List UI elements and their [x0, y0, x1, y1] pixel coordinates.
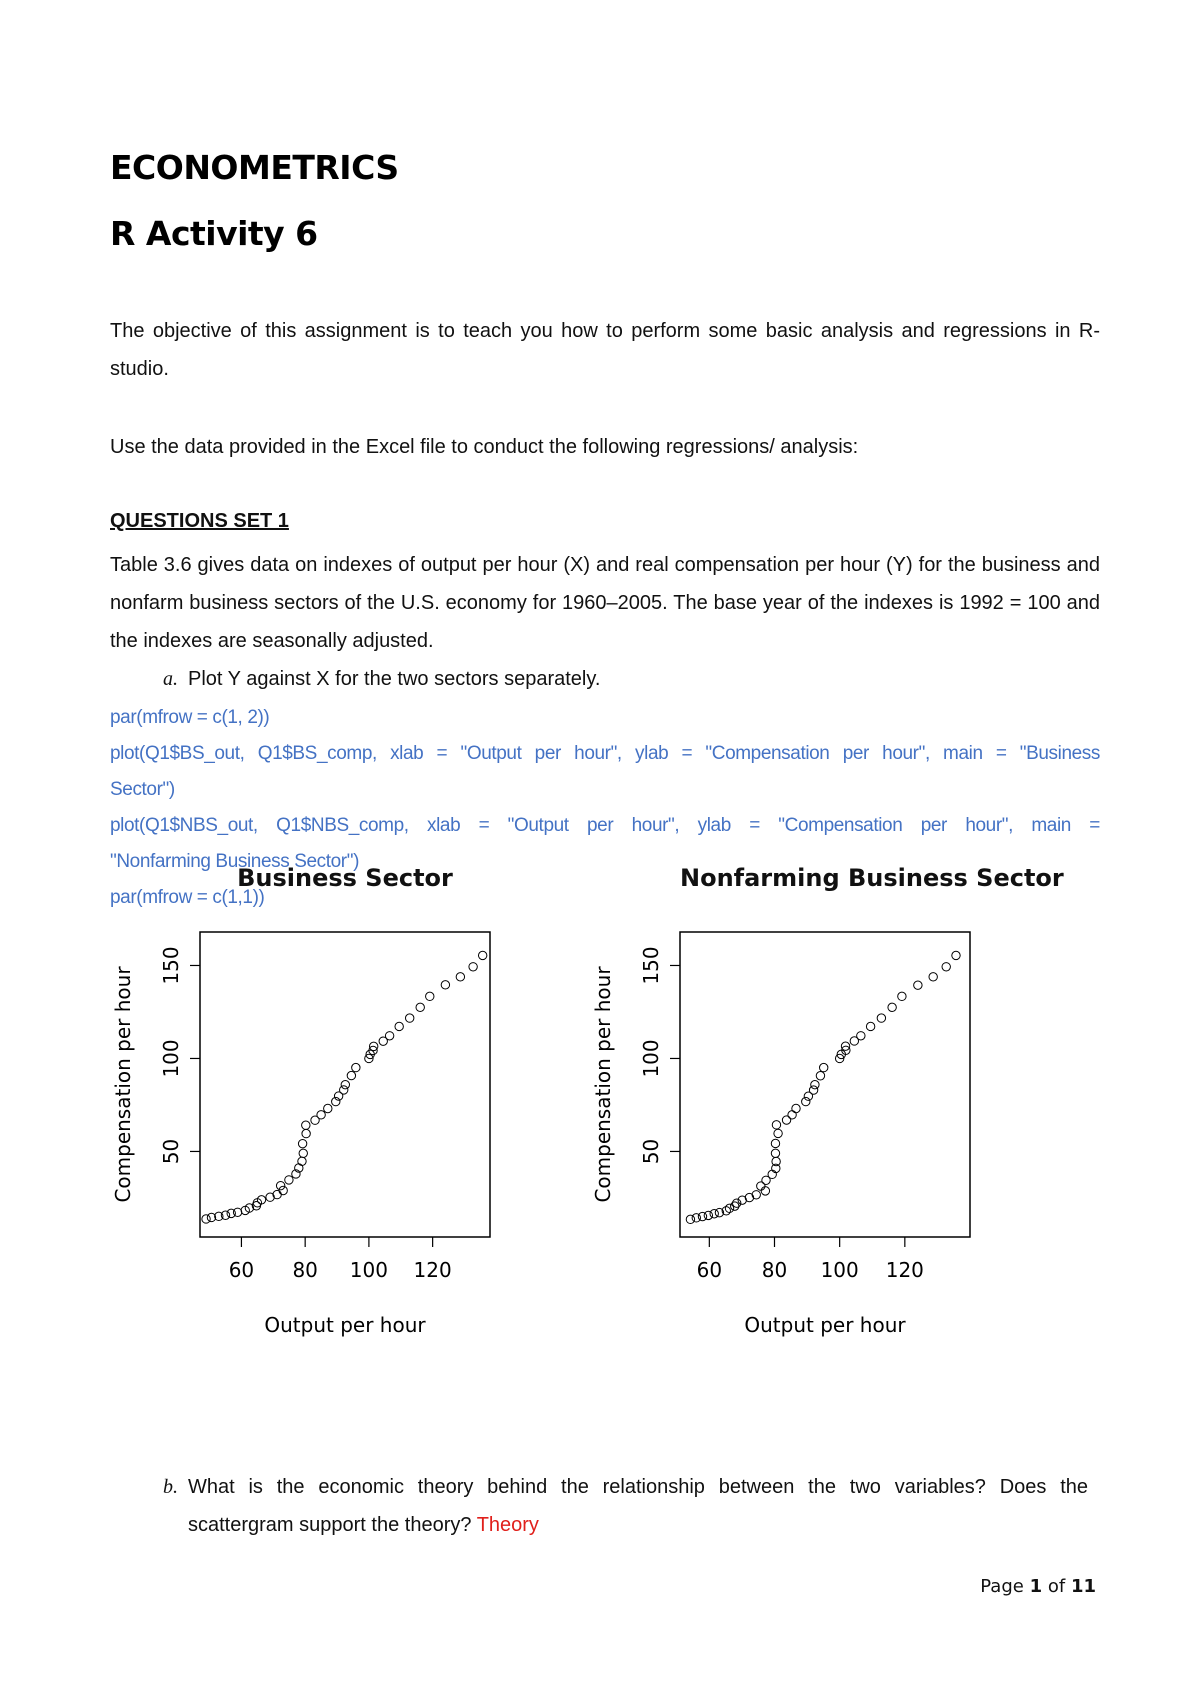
- data-point: [857, 1032, 865, 1040]
- business-sector-plot: [100, 930, 620, 1450]
- item-a: [110, 660, 1100, 698]
- data-point: [757, 1182, 765, 1190]
- item-b-text: [188, 1468, 1088, 1544]
- data-point: [298, 1157, 306, 1165]
- data-point: [819, 1063, 827, 1071]
- nonfarming-title: Nonfarming Business Sector: [680, 864, 1064, 892]
- data-point: [233, 1208, 241, 1216]
- code-line-6: par(mfrow = c(1,1)): [110, 887, 265, 908]
- data-point: [877, 1014, 885, 1022]
- code-line-2: plot(Q1$BS_out, Q1$BS_comp, xlab = "Output per hour", ylab = "Compensation per hour", main = "Business: [110, 743, 1100, 764]
- data-point: [317, 1111, 325, 1119]
- data-point: [771, 1149, 779, 1157]
- x-axis-label: Output per hour: [264, 1313, 426, 1337]
- document-title: ECONOMETRICS: [110, 148, 399, 187]
- data-point: [276, 1181, 284, 1189]
- data-point: [340, 1086, 348, 1094]
- data-point: [426, 992, 434, 1000]
- code-line-5: "Nonfarming Business Sector"): [110, 851, 359, 872]
- intro-paragraph: The objective of this assignment is to teach you how to perform some basic analysis and regressions in R-studio.: [110, 320, 1100, 380]
- y-tick-label: 150: [159, 946, 183, 985]
- item-b: [110, 1468, 1100, 1544]
- data-point: [698, 1212, 706, 1220]
- data-point: [686, 1215, 694, 1223]
- y-tick-label: 50: [639, 1138, 663, 1165]
- footer-page-word: Page: [980, 1576, 1024, 1597]
- data-point: [299, 1149, 307, 1157]
- question-intro: Table 3.6 gives data on indexes of output per hour (X) and real compensation per hour (Y) for the business and nonfarm business sectors of the U.S. economy for 1960–2005. The base year of the indexes is 1992 = 100 and the indexes are seasonally adjusted.: [110, 554, 1100, 652]
- code-line-4: plot(Q1$NBS_out, Q1$NBS_comp, xlab = "Output per hour", ylab = "Compensation per hour", main =: [110, 815, 1100, 836]
- data-point: [952, 951, 960, 959]
- page-footer: [980, 1576, 1096, 1597]
- business-sector-title: Business Sector: [237, 864, 453, 892]
- data-point: [802, 1097, 810, 1105]
- data-point: [395, 1022, 403, 1030]
- item-b-question: What is the economic theory behind the relationship between the two variables? Does the scattergram support the theory?: [188, 1476, 1088, 1536]
- data-point: [273, 1190, 281, 1198]
- y-axis-label: Compensation per hour: [111, 966, 135, 1203]
- instruction-paragraph: Use the data provided in the Excel file to conduct the following regressions/ analysis:: [110, 436, 859, 458]
- data-point: [285, 1176, 293, 1184]
- data-point: [704, 1211, 712, 1219]
- y-tick-label: 100: [639, 1039, 663, 1078]
- item-a-marker: a.: [163, 668, 178, 690]
- item-a-text: Plot Y against X for the two sectors separately.: [188, 668, 601, 690]
- data-point: [761, 1187, 769, 1195]
- data-point: [866, 1022, 874, 1030]
- x-tick-label: 60: [696, 1258, 723, 1282]
- code-line-3: Sector"): [110, 779, 175, 800]
- data-point: [888, 1003, 896, 1011]
- data-point: [347, 1071, 355, 1079]
- data-point: [441, 981, 449, 989]
- footer-page-total: 11: [1070, 1576, 1096, 1597]
- data-point: [478, 951, 486, 959]
- item-b-answer: Theory: [476, 1514, 539, 1536]
- x-tick-label: 120: [885, 1258, 924, 1282]
- data-point: [279, 1186, 287, 1194]
- data-point: [416, 1003, 424, 1011]
- data-point: [816, 1072, 824, 1080]
- x-tick-label: 100: [349, 1258, 388, 1282]
- data-point: [898, 992, 906, 1000]
- item-b-marker: b.: [163, 1476, 178, 1498]
- data-point: [809, 1086, 817, 1094]
- y-tick-label: 150: [639, 946, 663, 985]
- data-point: [752, 1191, 760, 1199]
- data-point: [385, 1032, 393, 1040]
- data-point: [731, 1202, 739, 1210]
- plot-group: [591, 932, 970, 1337]
- data-point: [302, 1121, 310, 1129]
- data-point: [405, 1014, 413, 1022]
- document-subtitle: R Activity 6: [110, 214, 318, 253]
- y-tick-label: 50: [159, 1138, 183, 1165]
- data-point: [456, 973, 464, 981]
- nonfarming-business-sector-plot: [580, 930, 1100, 1450]
- data-point: [942, 963, 950, 971]
- data-point: [788, 1111, 796, 1119]
- y-axis-label: Compensation per hour: [591, 966, 615, 1203]
- plot-group: [111, 932, 490, 1337]
- data-point: [302, 1129, 310, 1137]
- plot-frame: [200, 932, 490, 1237]
- data-point: [469, 963, 477, 971]
- data-point: [774, 1129, 782, 1137]
- x-tick-label: 80: [292, 1258, 318, 1282]
- data-point: [341, 1080, 349, 1088]
- x-axis-label: Output per hour: [744, 1313, 906, 1337]
- x-tick-label: 60: [228, 1258, 255, 1282]
- section-heading: QUESTIONS SET 1: [110, 510, 289, 532]
- footer-page-number: 1: [1029, 1576, 1043, 1597]
- data-point: [298, 1139, 306, 1147]
- y-tick-label: 100: [159, 1039, 183, 1078]
- data-point: [772, 1121, 780, 1129]
- data-point: [811, 1080, 819, 1088]
- x-tick-label: 100: [820, 1258, 859, 1282]
- code-line-1: par(mfrow = c(1, 2)): [110, 707, 270, 728]
- data-point: [202, 1215, 210, 1223]
- data-point: [771, 1139, 779, 1147]
- x-tick-label: 80: [761, 1258, 788, 1282]
- data-point: [692, 1214, 700, 1222]
- footer-of-word: of: [1047, 1576, 1066, 1597]
- x-tick-label: 120: [413, 1258, 452, 1282]
- data-point: [914, 981, 922, 989]
- data-point: [324, 1104, 332, 1112]
- data-point: [782, 1116, 790, 1124]
- data-point: [792, 1104, 800, 1112]
- plot-frame: [680, 932, 970, 1237]
- data-point: [352, 1063, 360, 1071]
- data-point: [929, 973, 937, 981]
- nonfarming-business-sector-chart: [580, 864, 1100, 1450]
